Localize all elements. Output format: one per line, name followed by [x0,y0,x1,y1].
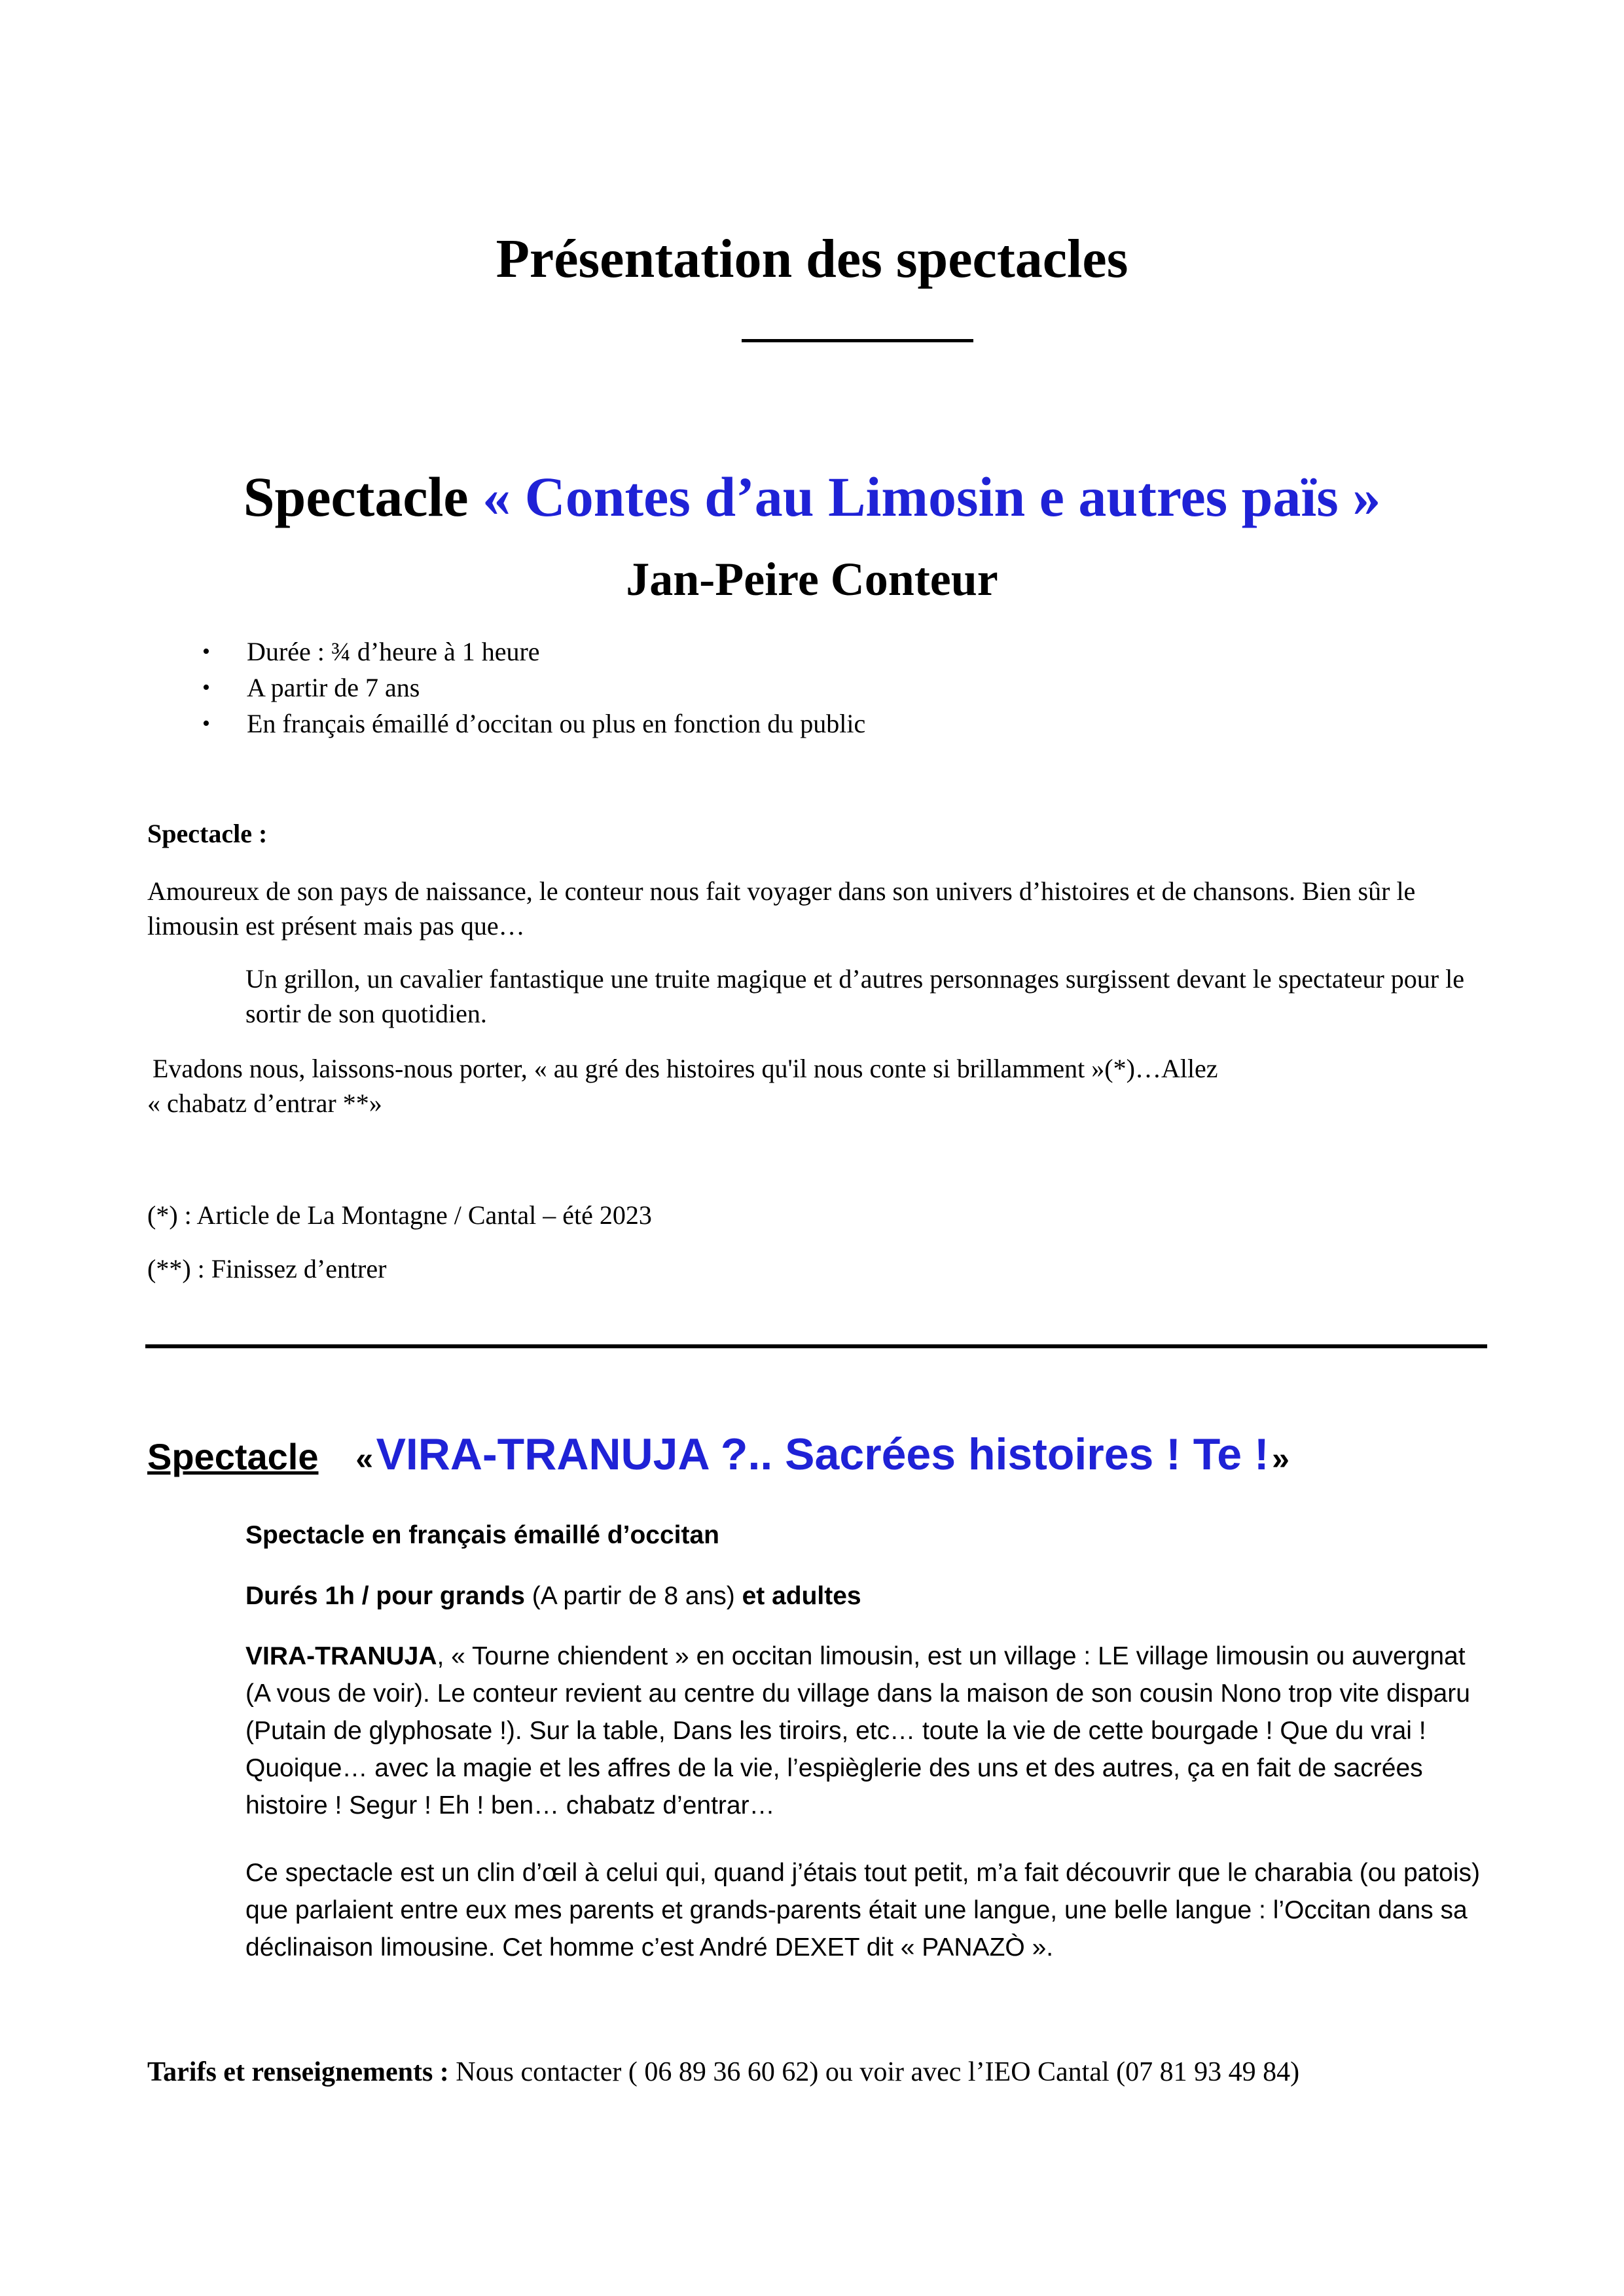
footnote-1: (*) : Article de La Montagne / Cantal – été 2023 [147,1200,652,1230]
show1-name: « Contes d’au Limosin e autres païs » [482,465,1381,528]
show1-section-label: Spectacle : [147,819,268,848]
show1-paragraph-1: Amoureux de son pays de naissance, le conteur nous fait voyager dans son univers d’histoires et de chansons. Bien sûr le limousin est présent mais pas que… [147,876,1416,941]
show2-name: VIRA-TRANUJA ?.. Sacrées histoires ! Te ! [376,1429,1269,1479]
show2-paragraph-1: VIRA-TRANUJA, « Tourne chiendent » en occitan limousin, est un village : LE village limousin ou auvergnat (A vous de voir). Le conteur revient au centre du village dans la maison de son cousin Nono trop vite disparu (Putain de glyphosate !). Sur la table, Dans les tiroirs, etc… toute la vie de cette bourgade ! Que du vrai ! Quoique… avec la magie et les affres de la vie, l’espièglerie des uns et des autres, ça en fait de sacrées histoire ! Segur ! Eh ! ben… chabatz d’entrar… [245,1642,1470,1820]
show2-heading [147,1428,1290,1482]
show1-info-list [147,634,865,742]
contact-label: Tarifs et renseignements : [147,2057,449,2087]
show2-village-name: VIRA-TRANUJA [245,1642,437,1670]
list-item: • A partir de 7 ans [147,670,865,706]
show1-performer: Jan-Peire Conteur [626,553,998,605]
bullet-icon: • [202,711,210,736]
show2-paragraph-2: Ce spectacle est un clin d’œil à celui qui, quand j’étais tout petit, m’a fait découvrir que le charabia (ou patois) que parlaient entre eux mes parents et grands-parents était une langue, une belle langue : l’Occitan dans sa déclinaison limousine. Cet homme c’est André DEXET dit « PANAZÒ ». [245,1859,1480,1962]
show2-open-quote: « [355,1442,374,1477]
bullet-icon: • [202,675,210,700]
contact-text: Nous contacter ( 06 89 36 60 62) ou voir avec l’IEO Cantal (07 81 93 49 84) [448,2057,1300,2087]
show1-label: Spectacle [243,465,469,528]
show1-paragraph-2: Un grillon, un cavalier fantastique une truite magique et d’autres personnages surgissent devant le spectateur pour le sortir de son quotidien. [245,964,1464,1028]
show2-language: Spectacle en français émaillé d’occitan [245,1521,719,1549]
footnote-2: (**) : Finissez d’entrer [147,1254,387,1283]
show1-paragraph-3-line-2: « chabatz d’entrar **» [147,1088,382,1118]
show1-paragraph-3-line-1: Evadons nous, laissons-nous porter, « au gré des histoires qu'il nous conte si brillamment »(*)…Allez [153,1054,1218,1083]
section-divider [145,1344,1487,1348]
page-title: Présentation des spectacles [496,228,1128,290]
list-item: • En français émaillé d’occitan ou plus en fonction du public [147,706,865,742]
show2-close-quote: » [1272,1442,1290,1477]
title-underline-divider [742,339,973,342]
contact-info [147,2054,1299,2090]
show2-label: Spectacle [147,1436,319,1477]
show1-paragraph-3 [147,1051,1496,1121]
list-item: • Durée : ¾ d’heure à 1 heure [147,634,865,670]
show2-duration: Durés 1h / pour grands (A partir de 8 ans) et adultes [245,1582,861,1610]
bullet-icon: • [202,639,210,664]
show1-heading [0,463,1624,531]
